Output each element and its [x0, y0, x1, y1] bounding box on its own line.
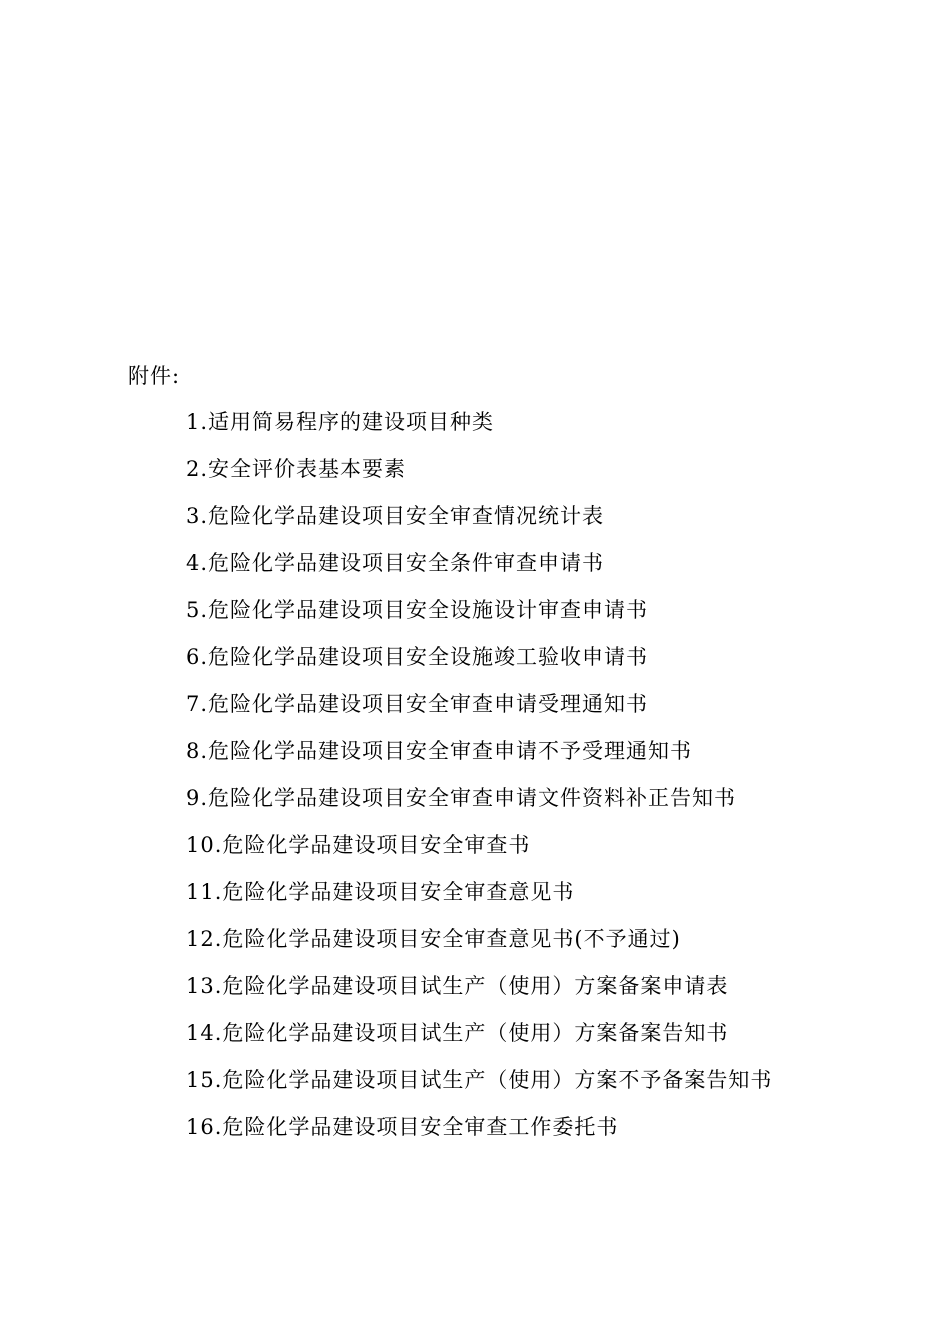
attachment-item-11: 11.危险化学品建设项目安全审查意见书: [186, 880, 575, 904]
attachment-item-13: 13.危险化学品建设项目试生产（使用）方案备案申请表: [186, 974, 729, 998]
attachment-item-16: 16.危险化学品建设项目安全审查工作委托书: [186, 1115, 619, 1139]
attachment-item-15: 15.危险化学品建设项目试生产（使用）方案不予备案告知书: [186, 1068, 773, 1092]
attachment-item-1: 1.适用简易程序的建设项目种类: [186, 410, 495, 434]
attachment-item-8: 8.危险化学品建设项目安全审查申请不予受理通知书: [186, 739, 693, 763]
attachment-item-6: 6.危险化学品建设项目安全设施竣工验收申请书: [186, 645, 649, 669]
attachment-item-4: 4.危险化学品建设项目安全条件审查申请书: [186, 551, 605, 575]
attachment-list: [186, 408, 772, 1160]
attachment-item-9: 9.危险化学品建设项目安全审查申请文件资料补正告知书: [186, 786, 737, 810]
attachment-item-2: 2.安全评价表基本要素: [186, 457, 407, 481]
attachment-heading: 附件:: [128, 364, 181, 388]
attachment-item-3: 3.危险化学品建设项目安全审查情况统计表: [186, 504, 605, 528]
attachment-item-12: 12.危险化学品建设项目安全审查意见书(不予通过): [186, 927, 681, 951]
attachment-item-5: 5.危险化学品建设项目安全设施设计审查申请书: [186, 598, 649, 622]
attachment-item-10: 10.危险化学品建设项目安全审查书: [186, 833, 531, 857]
attachment-item-7: 7.危险化学品建设项目安全审查申请受理通知书: [186, 692, 649, 716]
attachment-item-14: 14.危险化学品建设项目试生产（使用）方案备案告知书: [186, 1021, 729, 1045]
